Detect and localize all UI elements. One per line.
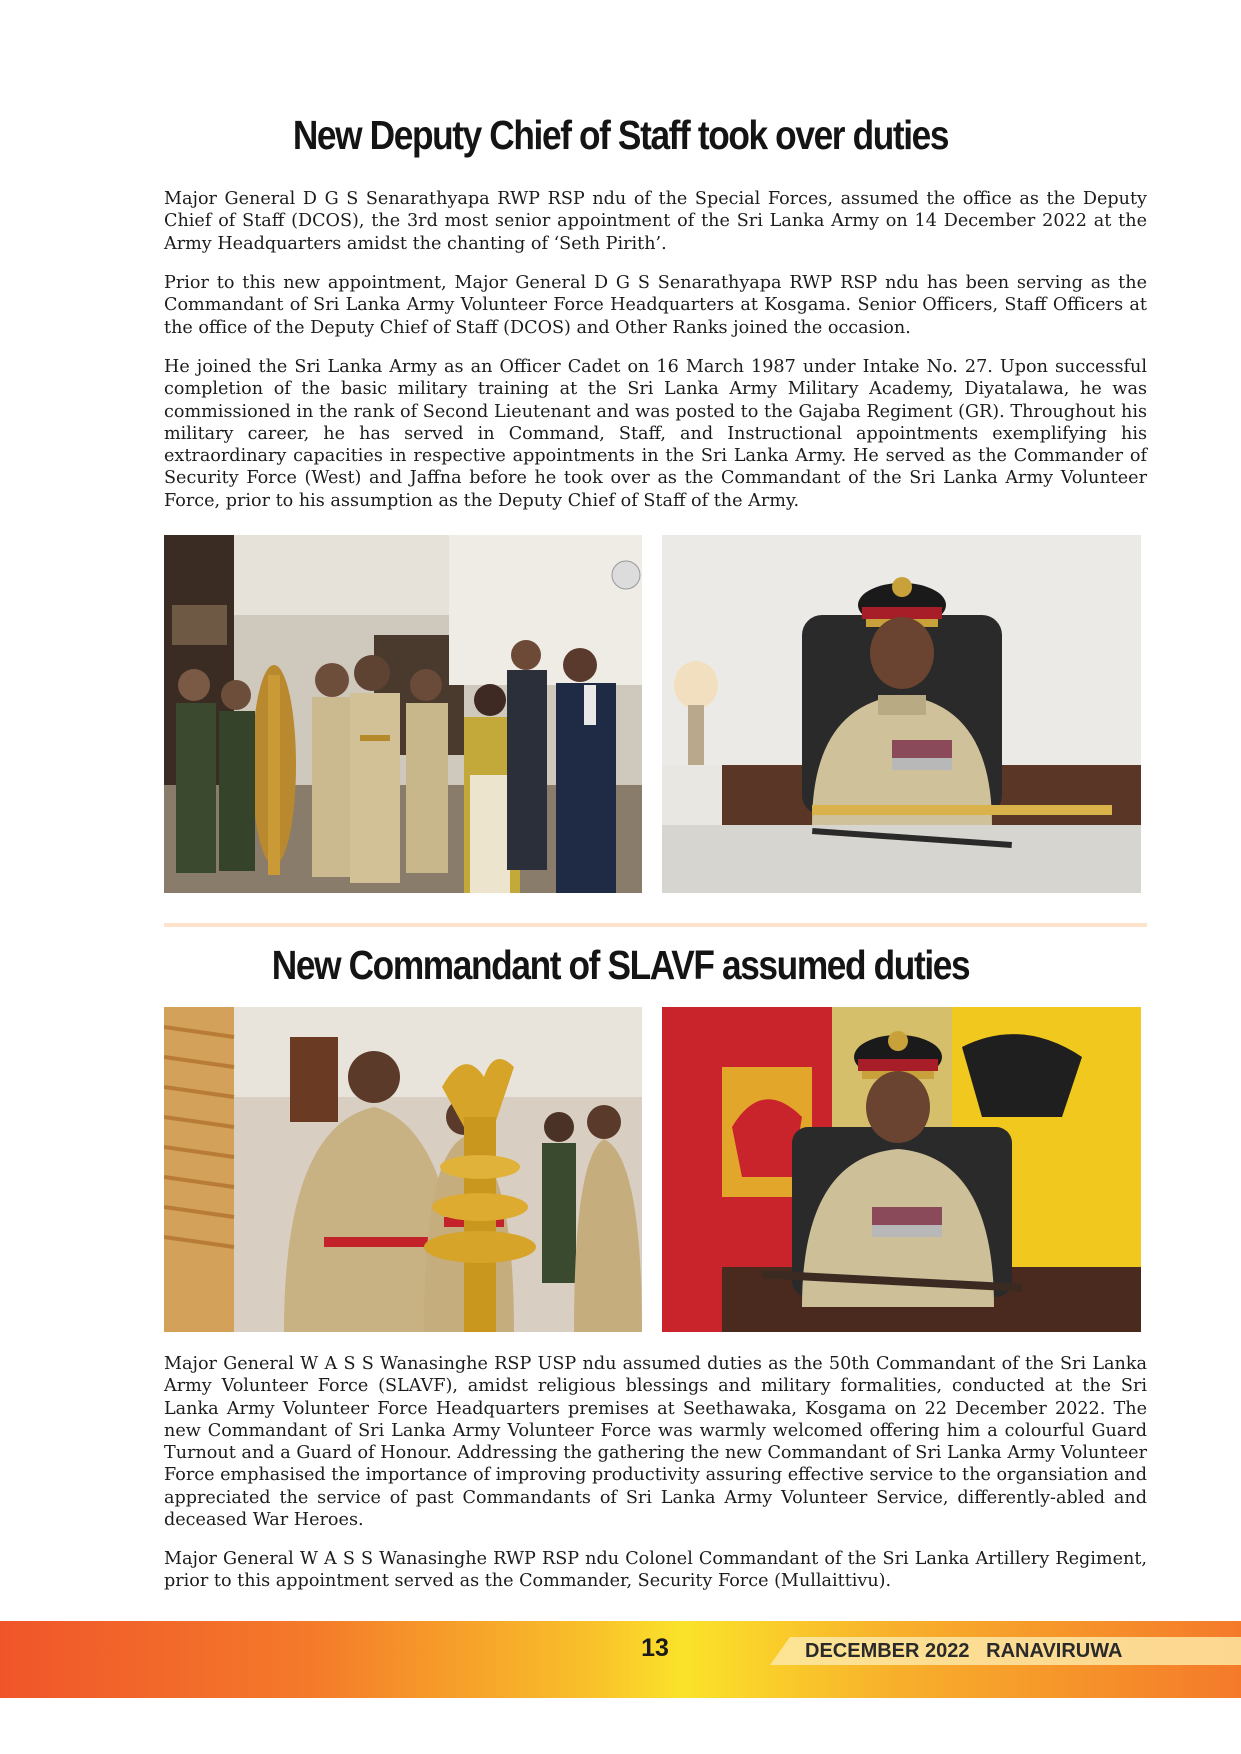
slavf-commandant-portrait-photo <box>662 1007 1141 1332</box>
slavf-ceremony-photo <box>164 1007 642 1332</box>
article2-paragraph-1: Major General W A S S Wanasinghe RSP USP ndu assumed duties as the 50th Commandant of the Sri Lanka Army Volunteer Force (SLAVF), amidst religious blessings and military formalities, conducted at the Sri Lanka Army Volunteer Force Headquarters premises at Seethawaka, Kosgama on 22 December 2022. The new Commandant of Sri Lanka Army Volunteer Force was warmly welcomed offering him a colourful Guard Turnout and a Guard of Honour. Addressing the gathering the new Commandant of Sri Lanka Army Volunteer Force emphasised the importance of improving productivity assuring effective service to the organsiation and appreciated the service of past Commandants of Sri Lanka Army Volunteer Service, differently-abled and deceased War Heroes. <box>164 1354 1147 1531</box>
article1-title: New Deputy Chief of Staff took over duties <box>292 112 949 158</box>
article1-paragraph-2: Prior to this new appointment, Major General D G S Senarathyapa RWP RSP ndu has been serving as the Commandant of Sri Lanka Army Volunteer Force Headquarters at Kosgama. Senior Officers, Staff Officers at the office of the Deputy Chief of Staff (DCOS) and Other Ranks joined the occasion. <box>164 273 1147 338</box>
issue-label: DECEMBER 2022 RANAVIRUWA <box>805 1640 1123 1662</box>
section-divider <box>164 923 1147 927</box>
lamp-lighting-photo <box>164 535 642 893</box>
article1-paragraph-3: He joined the Sri Lanka Army as an Officer Cadet on 16 March 1987 under Intake No. 27. Upon successful completion of the basic military training at the Sri Lanka Army Military Academy, Diyatalawa, he was commissioned in the rank of Second Lieutenant and was posted to the Gajaba Regiment (GR). Throughout his military career, he has served in Command, Staff, and Instructional appointments exemplifying his extraordinary capacities in respective appointments in the Sri Lanka Army. He served as the Commander of Security Force (West) and Jaffna before he took over as the Commandant of the Sri Lanka Army Volunteer Force, prior to his assumption as the Deputy Chief of Staff of the Army. <box>164 357 1147 511</box>
article2-paragraph-2: Major General W A S S Wanasinghe RWP RSP ndu Colonel Commandant of the Sri Lanka Artillery Regiment, prior to this appointment served as the Commander, Security Force (Mullaittivu). <box>164 1549 1147 1592</box>
article2-title: New Commandant of SLAVF assumed duties <box>271 942 970 988</box>
article1-paragraph-1: Major General D G S Senarathyapa RWP RSP ndu of the Special Forces, assumed the office as the Deputy Chief of Staff (DCOS), the 3rd most senior appointment of the Sri Lanka Army on 14 December 2022 at the Army Headquarters amidst the chanting of ‘Seth Pirith’. <box>164 189 1147 254</box>
page-number: 13 <box>641 1634 669 1662</box>
dcos-portrait-photo <box>662 535 1141 893</box>
